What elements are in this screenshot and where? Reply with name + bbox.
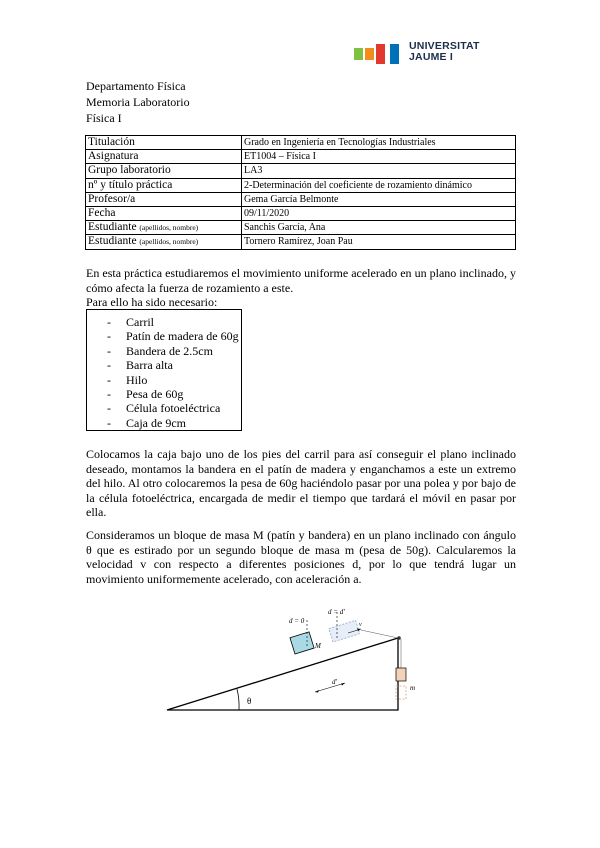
info-value: LA3 — [242, 164, 516, 178]
university-name-line1: UNIVERSITAT — [409, 40, 480, 52]
material-text: Bandera de 2.5cm — [126, 343, 213, 358]
list-dash: - — [107, 401, 111, 416]
info-label-text: Profesor/a — [88, 192, 136, 205]
info-label-text: Titulación — [88, 136, 135, 149]
info-value: Grado en Ingeniería en Tecnologías Industriales — [242, 136, 516, 150]
material-item — [107, 401, 241, 415]
material-text: Carril — [126, 315, 154, 329]
info-label — [86, 221, 242, 235]
materials-list — [87, 310, 241, 430]
procedure-paragraph: Colocamos la caja bajo uno de los pies del carril para así conseguir el plano inclinado deseado, montamos la bandera en el patín de madera y enganchamos a este un extremo del hilo. Al otro colocaremos la pesa de 60g haciéndolo pasar por una polea y por bajo de la célula fotoeléctrica, encargada de medir el tiempo que tardará el móvil en pasar por ella. — [86, 447, 516, 519]
logo-block-blue — [390, 44, 399, 64]
intro-paragraph: En esta práctica estudiaremos el movimiento uniforme acelerado en un plano inclinado, y cómo afecta la fuerza de rozamiento a este. — [86, 266, 516, 295]
course-name: Física I — [86, 111, 122, 125]
material-text: Caja de 9cm — [126, 415, 186, 430]
label-m: m — [410, 684, 416, 692]
info-label-text: Estudiante — [88, 221, 137, 234]
label-d0: d = 0 — [289, 617, 305, 625]
label-dprime: d' — [332, 678, 337, 686]
info-label — [86, 164, 242, 178]
info-label — [86, 206, 242, 220]
label-M: M — [315, 642, 321, 650]
material-item — [107, 373, 241, 387]
info-label-text: Estudiante — [88, 235, 137, 248]
material-text: Hilo — [126, 372, 148, 387]
material-text: Pesa de 60g — [126, 387, 184, 402]
logo-block-orange — [365, 48, 374, 60]
material-text: Barra alta — [126, 358, 173, 373]
list-dash: - — [107, 358, 111, 373]
info-row — [86, 221, 516, 235]
info-label — [86, 192, 242, 206]
info-value: 09/11/2020 — [242, 206, 516, 220]
material-item — [107, 329, 241, 343]
logo-block-green — [354, 48, 363, 60]
info-label — [86, 136, 242, 150]
material-text: Célula fotoeléctrica — [126, 401, 221, 416]
logo-block-red — [376, 44, 385, 64]
info-row — [86, 235, 516, 249]
inclined-plane-diagram — [165, 600, 425, 715]
document-header — [86, 78, 190, 126]
info-table — [85, 135, 516, 250]
list-dash: - — [107, 315, 111, 329]
info-row — [86, 178, 516, 192]
string — [361, 630, 398, 638]
block-ghost — [329, 620, 360, 642]
document-type: Memoria Laboratorio — [86, 95, 190, 109]
inclined-plane — [167, 638, 398, 710]
info-row — [86, 192, 516, 206]
needed-line: Para ello ha sido necesario: — [86, 295, 218, 309]
dprime-dimension — [315, 683, 345, 692]
info-label — [86, 235, 242, 249]
info-label — [86, 178, 242, 192]
info-value: 2-Determinación del coeficiente de rozamiento dinámico — [242, 178, 516, 192]
info-value: Sanchis García, Ana — [242, 221, 516, 235]
university-name-line2: JAUME I — [409, 51, 453, 63]
info-label-text: nº y título práctica — [88, 178, 173, 191]
list-dash: - — [107, 343, 111, 358]
info-row — [86, 164, 516, 178]
theory-paragraph: Consideramos un bloque de masa M (patín y bandera) en un plano inclinado con ángulo θ que es estirado por un segundo bloque de masa m (pesa de 50g). Calcularemos la velocidad v con respecto a diferentes posiciones d, por lo que tendrá lugar un movimiento uniformemente acelerado, con aceleración a. — [86, 528, 516, 586]
angle-arc — [237, 689, 239, 710]
materials-box — [86, 309, 242, 431]
info-label-text: Asignatura — [88, 150, 139, 163]
material-item — [107, 416, 241, 430]
list-dash: - — [107, 329, 111, 344]
info-value: Tornero Ramírez, Joan Pau — [242, 235, 516, 249]
material-item — [107, 358, 241, 372]
material-item — [107, 344, 241, 358]
label-dd: d = d' — [328, 608, 345, 616]
info-label-text: Fecha — [88, 207, 116, 220]
list-dash: - — [107, 415, 111, 430]
info-value: Gema García Belmonte — [242, 192, 516, 206]
list-dash: - — [107, 387, 111, 402]
info-label-text: Grupo laboratorio — [88, 164, 171, 177]
material-text: Patín de madera de 60g — [126, 329, 239, 344]
block-M — [290, 632, 314, 654]
info-label-note: (apellidos, nombre) — [139, 223, 199, 233]
info-row — [86, 206, 516, 220]
hanging-mass — [396, 668, 406, 681]
department: Departamento Física — [86, 79, 186, 93]
info-label — [86, 150, 242, 164]
label-v: v — [359, 622, 362, 628]
label-theta: θ — [247, 696, 252, 706]
info-row — [86, 150, 516, 164]
info-row — [86, 136, 516, 150]
university-name — [409, 41, 480, 63]
material-item — [107, 315, 241, 329]
info-value: ET1004 – Física I — [242, 150, 516, 164]
list-dash: - — [107, 372, 111, 387]
info-label-note: (apellidos, nombre) — [139, 237, 199, 247]
material-item — [107, 387, 241, 401]
